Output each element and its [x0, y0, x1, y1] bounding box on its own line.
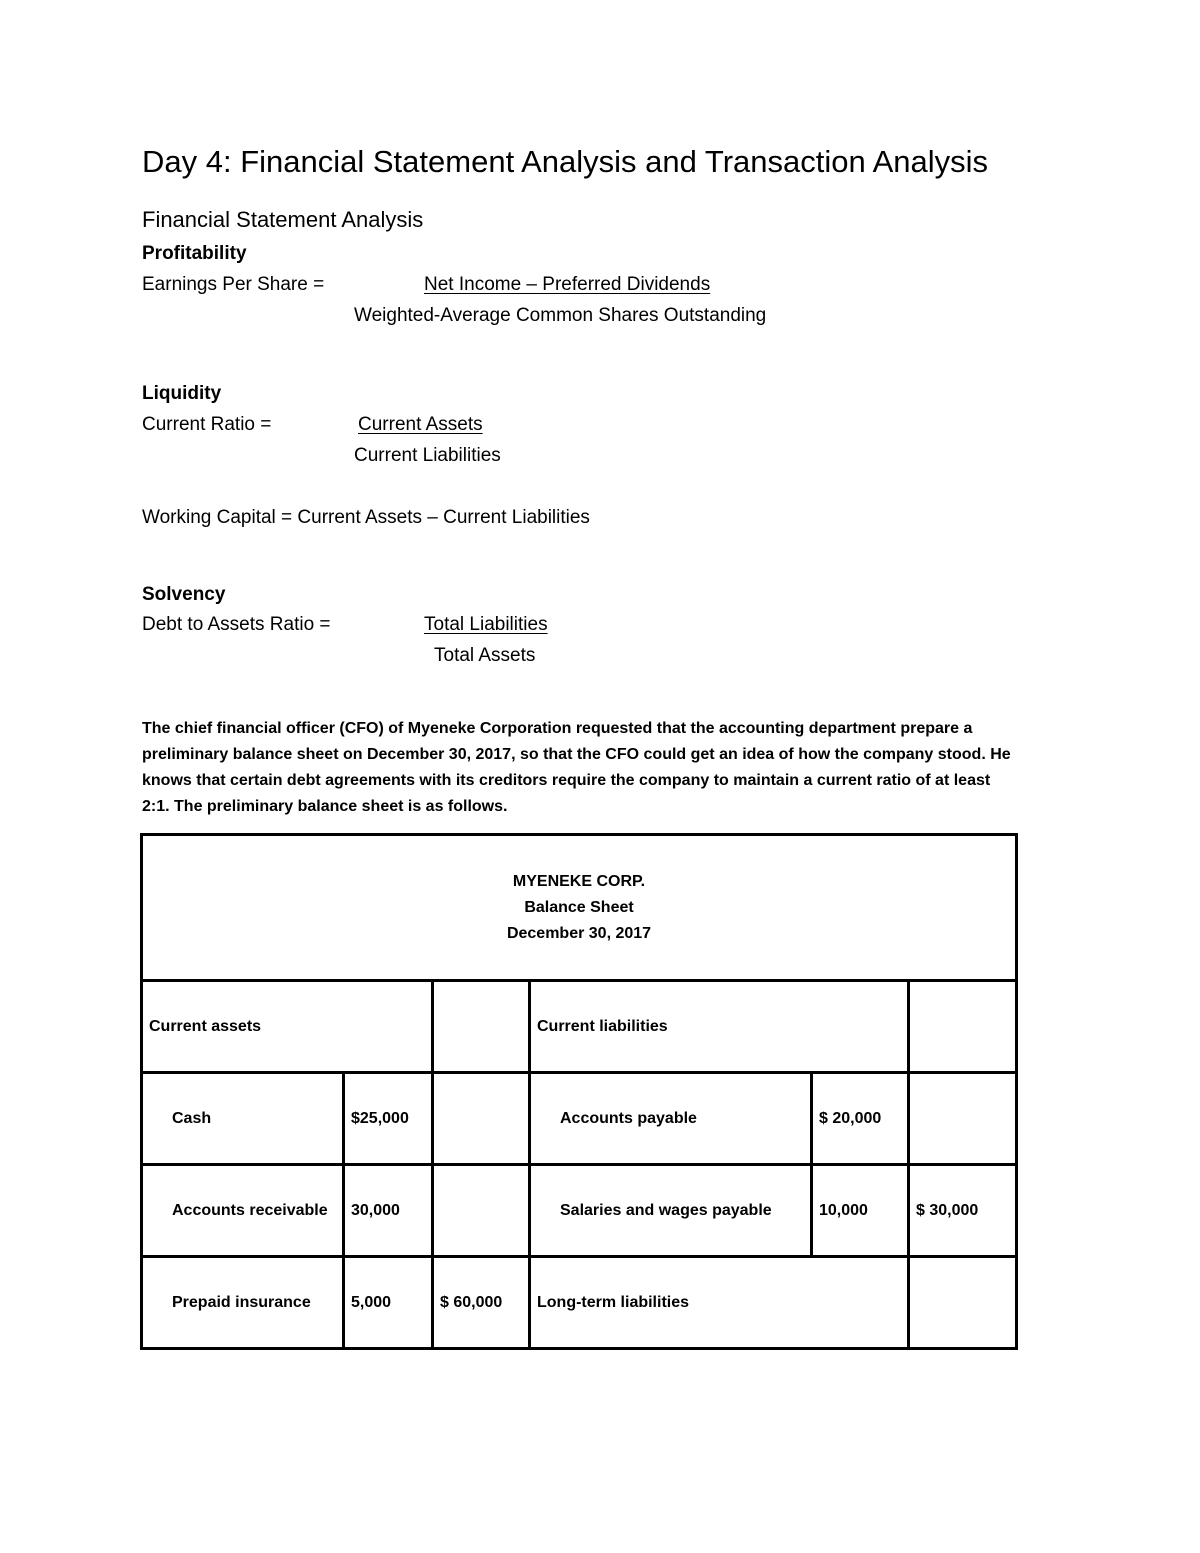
paragraph-line: 2:1. The preliminary balance sheet is as follows. — [142, 798, 508, 815]
empty-cell — [909, 981, 1017, 1073]
liability-label: Accounts payable — [530, 1073, 812, 1165]
solvency-heading: Solvency — [142, 584, 226, 605]
asset-total — [433, 1073, 530, 1165]
liability-amount: $ 20,000 — [812, 1073, 909, 1165]
current-liabilities-heading: Current liabilities — [530, 981, 909, 1073]
current-assets-heading: Current assets — [142, 981, 433, 1073]
table-header-row — [142, 835, 1017, 981]
case-paragraph — [142, 716, 1062, 820]
asset-label: Cash — [142, 1073, 344, 1165]
debt-ratio-numerator: Total Liabilities — [424, 614, 548, 635]
statement-date: December 30, 2017 — [506, 924, 652, 942]
asset-amount: 30,000 — [344, 1165, 433, 1257]
table-row — [142, 981, 1017, 1073]
section-title: Financial Statement Analysis — [142, 207, 424, 232]
current-ratio-label: Current Ratio = — [142, 414, 272, 435]
asset-label: Accounts receivable — [142, 1165, 344, 1257]
asset-amount: 5,000 — [344, 1257, 433, 1349]
current-ratio-numerator: Current Assets — [358, 414, 483, 435]
working-capital-formula: Working Capital = Current Assets – Current Liabilities — [142, 507, 590, 528]
debt-ratio-denominator: Total Assets — [434, 645, 536, 666]
asset-total — [433, 1165, 530, 1257]
paragraph-line: knows that certain debt agreements with its creditors require the company to maintain a current ratio of at least — [142, 772, 991, 789]
liability-total — [909, 1257, 1017, 1349]
liability-label: Salaries and wages payable — [530, 1165, 812, 1257]
liability-total — [909, 1073, 1017, 1165]
page-title: Day 4: Financial Statement Analysis and Transaction Analysis — [142, 144, 989, 179]
eps-label: Earnings Per Share = — [142, 274, 325, 295]
empty-cell — [433, 981, 530, 1073]
asset-amount: $25,000 — [344, 1073, 433, 1165]
table-row — [142, 1257, 1017, 1349]
asset-total: $ 60,000 — [433, 1257, 530, 1349]
liquidity-heading: Liquidity — [142, 383, 222, 404]
long-term-liabilities-heading: Long-term liabilities — [530, 1257, 909, 1349]
balance-sheet-table — [140, 833, 1018, 1350]
liability-total: $ 30,000 — [909, 1165, 1017, 1257]
eps-numerator: Net Income – Preferred Dividends — [424, 274, 711, 295]
eps-denominator: Weighted-Average Common Shares Outstanding — [354, 305, 767, 326]
paragraph-line: preliminary balance sheet on December 30, 2017, so that the CFO could get an idea of how the company stood. He — [142, 746, 1011, 763]
paragraph-line: The chief financial officer (CFO) of Myeneke Corporation requested that the accounting department prepare a — [142, 720, 973, 737]
liability-amount: 10,000 — [812, 1165, 909, 1257]
asset-label: Prepaid insurance — [142, 1257, 344, 1349]
statement-name: Balance Sheet — [524, 898, 634, 916]
table-row — [142, 1165, 1017, 1257]
debt-ratio-label: Debt to Assets Ratio = — [142, 614, 331, 635]
profitability-heading: Profitability — [142, 243, 247, 264]
current-ratio-denominator: Current Liabilities — [354, 445, 501, 466]
table-row — [142, 1073, 1017, 1165]
balance-sheet-header — [142, 835, 1017, 981]
company-name: MYENEKE CORP. — [512, 872, 646, 890]
